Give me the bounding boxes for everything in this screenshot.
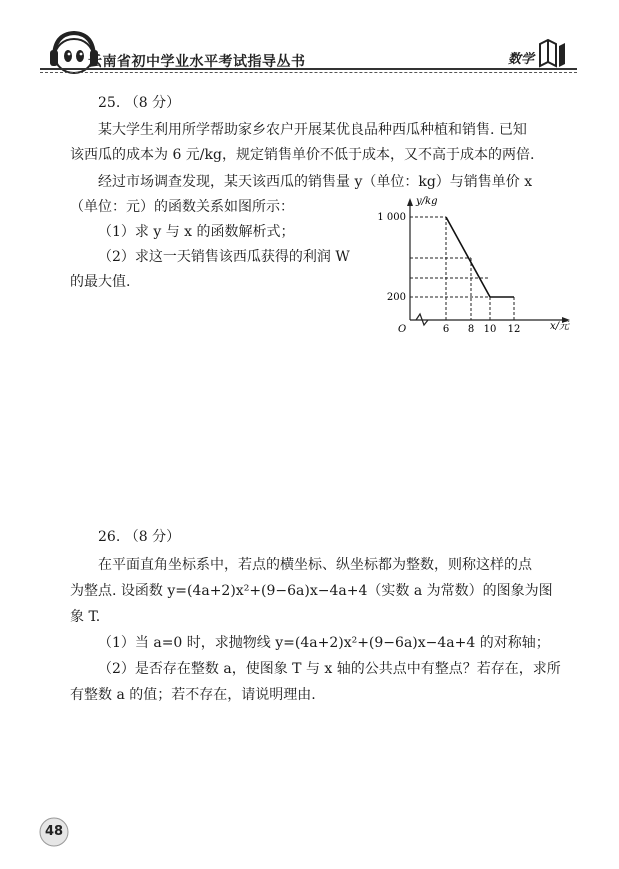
q25-line: （1）求 y 与 x 的函数解析式； — [98, 224, 295, 240]
x-tick-label: 10 — [483, 324, 497, 335]
page-number: 48 — [44, 824, 64, 839]
q25-number: 25. （8 分） — [98, 95, 181, 111]
x-tick-label: 8 — [467, 324, 475, 335]
q26-line: 在平面直角坐标系中，若点的横坐标、纵坐标都为整数，则称这样的点 — [98, 557, 532, 573]
q26-line: （2）是否存在整数 a，使图象 T 与 x 轴的公共点中有整点？若存在，求所 — [98, 661, 561, 677]
q26-number: 26. （8 分） — [98, 529, 181, 545]
q25-line: 经过市场调查发现，某天该西瓜的销售量 y（单位：kg）与销售单价 x — [98, 174, 533, 190]
q26-line: 有整数 a 的值；若不存在，请说明理由. — [70, 687, 316, 703]
function-segment-decreasing — [446, 217, 490, 297]
y-axis-label: y/kg — [416, 196, 438, 207]
series-title: 云南省初中学业水平考试指导丛书 — [88, 54, 306, 70]
q25-line: （单位：元）的函数关系如图所示： — [70, 199, 294, 215]
q26-line: 象 T. — [70, 609, 101, 625]
y-axis-arrow-icon — [407, 198, 413, 206]
x-tick-label: 12 — [507, 324, 521, 335]
open-book-icon — [540, 40, 565, 67]
q25-line: 的最大值. — [70, 274, 131, 290]
page-header — [0, 0, 619, 80]
q25-line: 某大学生利用所学帮助家乡农户开展某优良品种西瓜种植和销售. 已知 — [98, 122, 527, 138]
x-axis-label: x/元 — [550, 321, 570, 332]
x-tick-label: 6 — [442, 324, 450, 335]
sales-graph — [370, 192, 590, 340]
page-number-badge — [38, 816, 70, 848]
y-tick-label: 1 000 — [377, 212, 406, 223]
q25-line: 该西瓜的成本为 6 元/kg，规定销售单价不低于成本，又不高于成本的两倍. — [70, 147, 535, 163]
q26-line: 为整点. 设函数 y=(4a+2)x²+(9−6a)x−4a+4（实数 a 为常数）的图象为图 — [70, 583, 553, 599]
subject-label: 数学 — [508, 52, 535, 67]
y-tick-label: 200 — [386, 292, 406, 303]
header-rule — [40, 68, 577, 70]
q26-line: （1）当 a=0 时，求抛物线 y=(4a+2)x²+(9−6a)x−4a+4 的对称轴； — [98, 635, 550, 651]
origin-label: O — [398, 324, 407, 335]
q25-line: （2）求这一天销售该西瓜获得的利润 W — [98, 249, 350, 265]
header-dashed-rule — [40, 72, 577, 73]
